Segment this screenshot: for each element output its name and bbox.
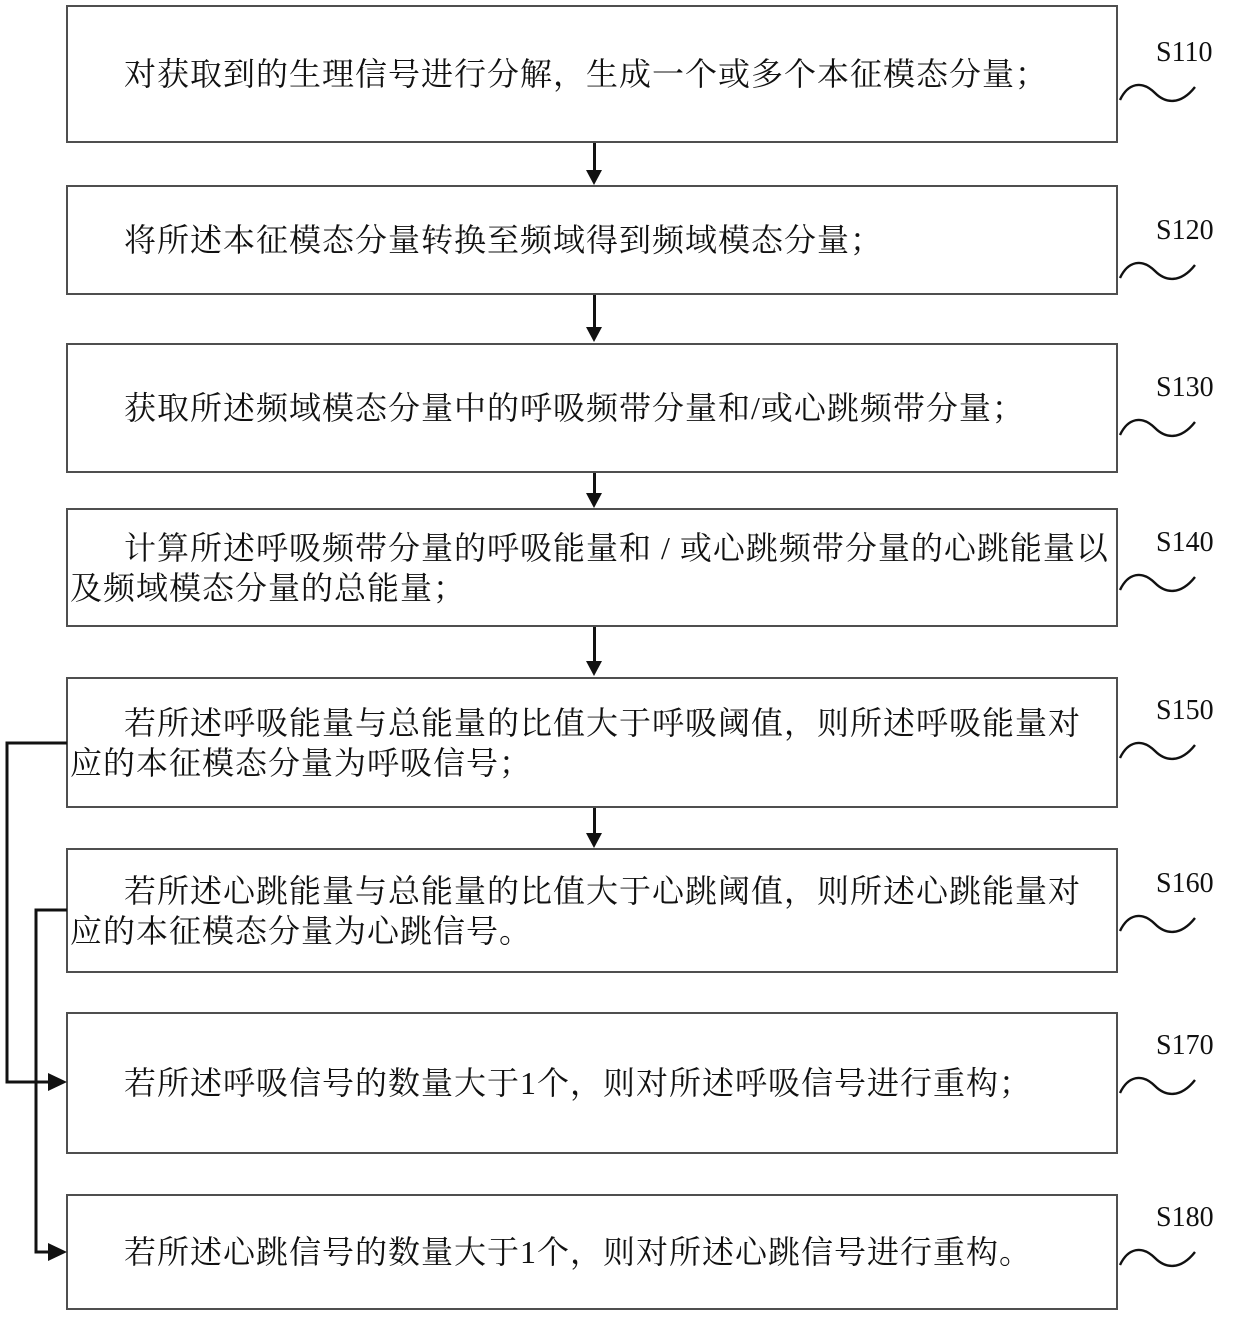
- flow-step-box-s160: [66, 848, 1118, 973]
- flow-step-box-s180: [66, 1194, 1118, 1310]
- step-label-s170: S170: [1156, 1030, 1214, 1061]
- tilde-curve-s170: [1118, 1073, 1198, 1105]
- arrowhead-into-s170: [48, 1073, 67, 1091]
- down-arrow-s130-s140: [593, 473, 596, 494]
- tilde-curve-s110: [1118, 80, 1198, 112]
- step-label-s130: S130: [1156, 372, 1214, 403]
- tilde-curve-s120: [1118, 258, 1198, 290]
- arrowhead-into-s180: [48, 1243, 67, 1261]
- step-text: 获取所述频域模态分量中的呼吸频带分量和/或心跳频带分量；: [124, 390, 1025, 426]
- down-arrow-s110-s120: [593, 143, 596, 171]
- tilde-curve-s180: [1118, 1245, 1198, 1277]
- connector-s150-to-s170: [7, 743, 67, 1082]
- down-arrow-s120-s130: [593, 295, 596, 328]
- flow-step-box-s110: [66, 5, 1118, 143]
- step-text-line2: 及频域模态分量的总能量；: [70, 569, 467, 606]
- step-label-s160: S160: [1156, 868, 1214, 899]
- step-text: 若所述呼吸信号的数量大于1个，则对所述呼吸信号进行重构；: [124, 1065, 1033, 1101]
- step-text-line1: 若所述呼吸能量与总能量的比值大于呼吸阈值，则所述呼吸能量对: [124, 704, 1082, 741]
- flow-step-box-s120: [66, 185, 1118, 295]
- step-text-line2: 应的本征模态分量为心跳信号。: [70, 912, 533, 949]
- step-label-s140: S140: [1156, 527, 1214, 558]
- tilde-curve-s140: [1118, 570, 1198, 602]
- tilde-curve-s130: [1118, 415, 1198, 447]
- down-arrow-s140-s150: [593, 627, 596, 662]
- step-text: 若所述心跳信号的数量大于1个，则对所述心跳信号进行重构。: [124, 1234, 1033, 1270]
- step-text-line1: 计算所述呼吸频带分量的呼吸能量和 / 或心跳频带分量的心跳能量以: [124, 529, 1109, 566]
- flow-step-box-s140: [66, 508, 1118, 627]
- step-label-s150: S150: [1156, 695, 1214, 726]
- down-arrow-s150-s160: [593, 808, 596, 834]
- tilde-curve-s160: [1118, 911, 1198, 943]
- flow-step-box-s150: [66, 677, 1118, 808]
- flow-step-box-s170: [66, 1012, 1118, 1154]
- step-label-s120: S120: [1156, 215, 1214, 246]
- step-label-s110: S110: [1156, 37, 1213, 68]
- tilde-curve-s150: [1118, 738, 1198, 770]
- step-text: 将所述本征模态分量转换至频域得到频域模态分量；: [124, 222, 884, 258]
- step-text-line2: 应的本征模态分量为呼吸信号；: [70, 744, 533, 781]
- step-text-line1: 若所述心跳能量与总能量的比值大于心跳阈值，则所述心跳能量对: [124, 872, 1082, 909]
- connector-s160-to-s180: [36, 910, 67, 1252]
- step-label-s180: S180: [1156, 1202, 1214, 1233]
- step-text: 对获取到的生理信号进行分解，生成一个或多个本征模态分量；: [124, 56, 1049, 92]
- flow-step-box-s130: [66, 343, 1118, 473]
